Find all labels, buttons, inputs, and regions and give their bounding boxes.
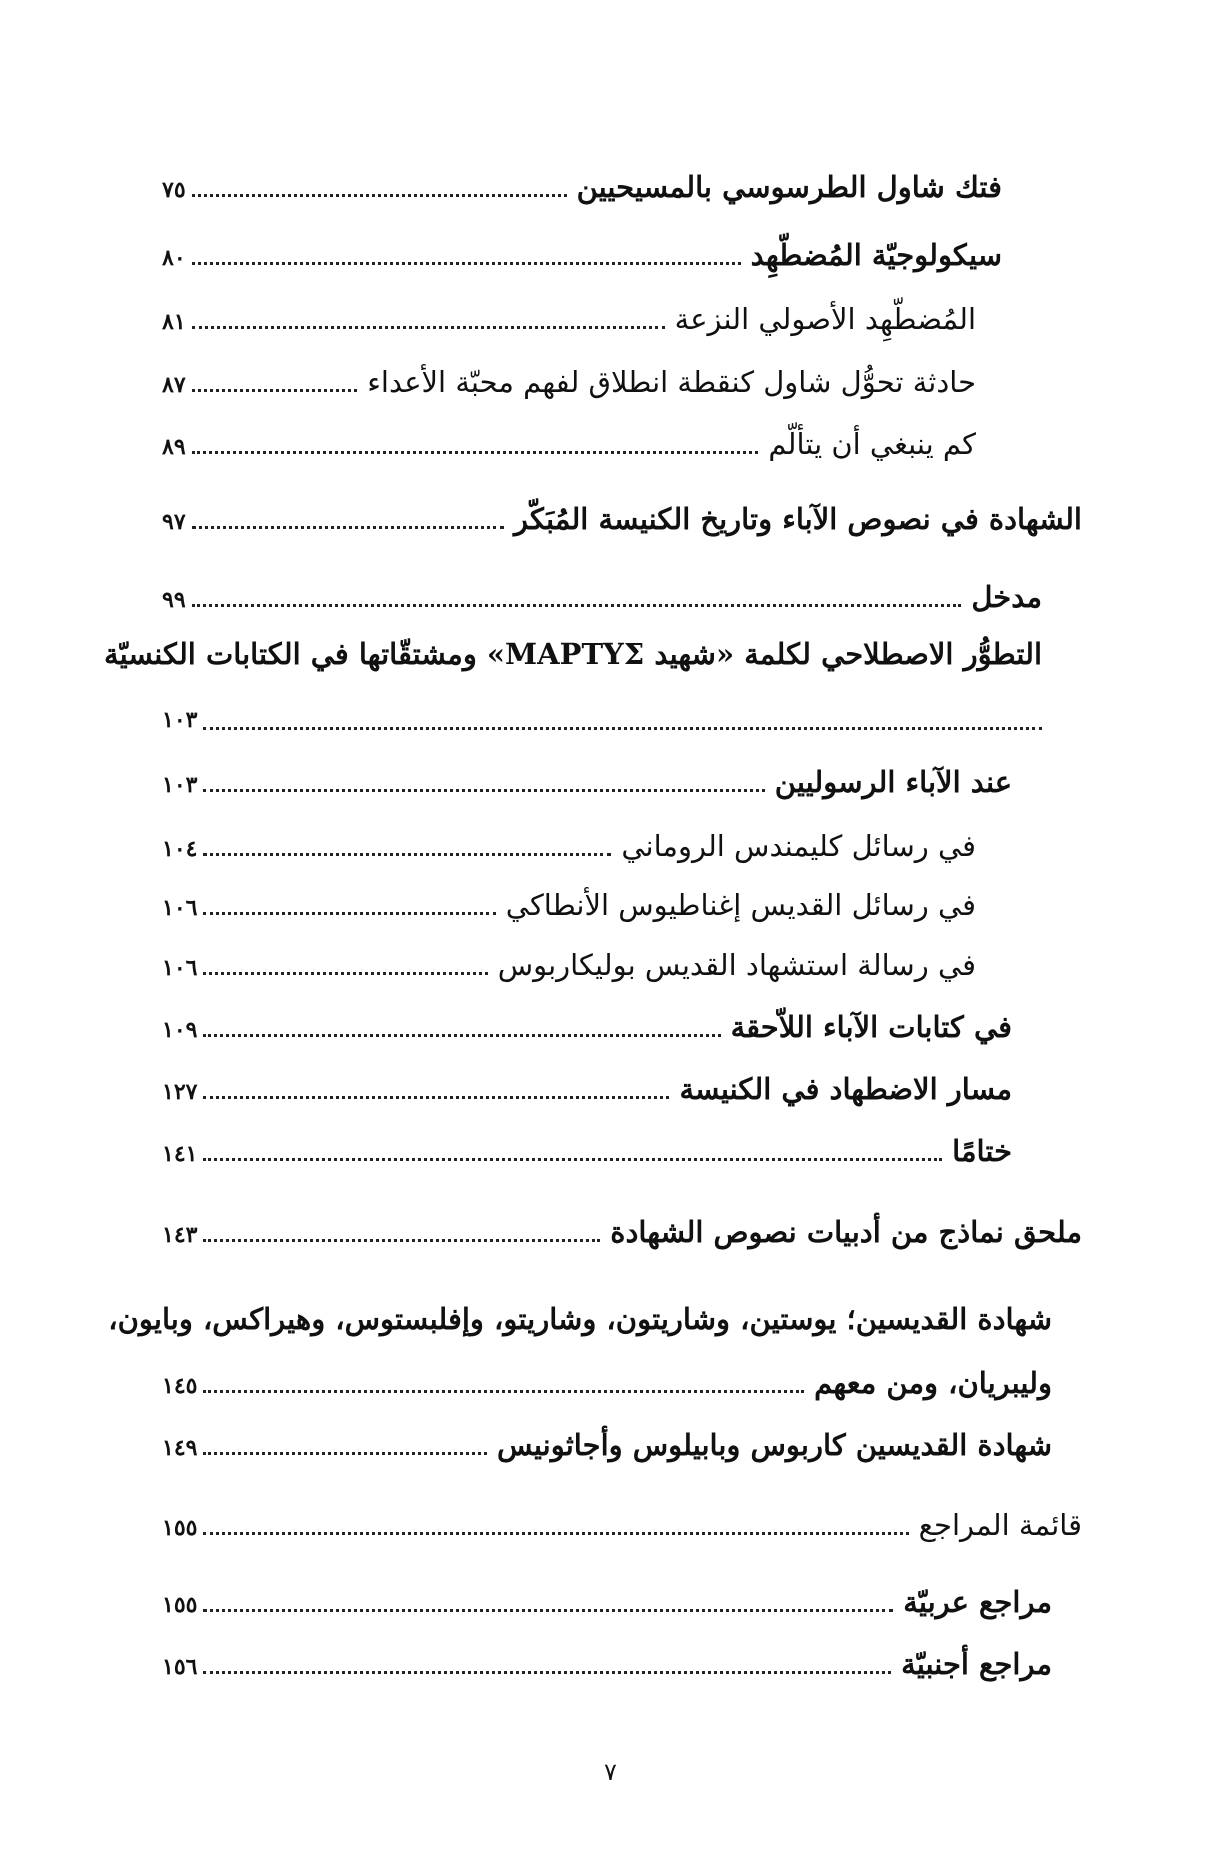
toc-entry-title: ختامًا xyxy=(952,1134,1012,1168)
toc-entry-page: ١٥٥ xyxy=(162,1592,198,1618)
toc-entry xyxy=(162,231,1002,279)
toc-entry-title: فتك شاول الطرسوسي بالمسيحيين xyxy=(576,170,1002,204)
toc-entry-page: ١٤٩ xyxy=(162,1435,198,1461)
toc-entry xyxy=(162,1065,1012,1113)
toc-entry xyxy=(162,1421,1052,1469)
page-number: ٧ xyxy=(604,1758,617,1786)
toc-entry xyxy=(162,295,976,343)
toc-entry-title: شهادة القديسين كاربوس وبابيلوس وأجاثونيس xyxy=(496,1428,1052,1462)
dot-leader xyxy=(203,1158,942,1161)
toc-entry-page: ٩٧ xyxy=(162,509,186,535)
dot-leader xyxy=(192,194,567,197)
toc-entry-title: قائمة المراجع xyxy=(918,1508,1082,1542)
toc-entry xyxy=(162,1359,1052,1407)
dot-leader xyxy=(192,326,665,329)
toc-entry xyxy=(162,495,1082,543)
toc-entry xyxy=(162,420,976,468)
toc-entry-page: ١٠٣ xyxy=(162,707,198,733)
toc-entry-title: مدخل xyxy=(971,580,1042,614)
toc-entry-page: ١٠٩ xyxy=(162,1017,198,1043)
dot-leader xyxy=(203,853,611,856)
toc-entry-title: التطوُّر الاصطلاحي لكلمة «شهيد MAPTYΣ» ومشتقّاتها في الكتابات الكنسيّة xyxy=(104,637,1042,671)
toc-entry xyxy=(162,822,976,870)
toc-entry-page: ١٠٦ xyxy=(162,955,198,981)
dot-leader xyxy=(203,727,1042,730)
toc-entry-page: ٩٩ xyxy=(162,587,186,613)
toc-entry-page: ١٥٦ xyxy=(162,1654,198,1680)
dot-leader xyxy=(203,972,487,975)
toc-entry-title: مسار الاضطهاد في الكنيسة xyxy=(679,1072,1012,1106)
toc-entry-title: الشهادة في نصوص الآباء وتاريخ الكنيسة المُبَكّر xyxy=(513,502,1082,536)
toc-entry-title: في كتابات الآباء اللاّحقة xyxy=(730,1010,1012,1044)
dot-leader xyxy=(203,1096,669,1099)
dot-leader xyxy=(203,789,764,792)
toc-entry-title: المُضطّهِد الأصولي النزعة xyxy=(674,302,976,336)
toc-entry-title: في رسائل القديس إغناطيوس الأنطاكي xyxy=(505,888,976,922)
toc-entry-title: في رسالة استشهاد القديس بوليكاربوس xyxy=(497,948,976,982)
toc-entry-title: مراجع عربيّة xyxy=(903,1585,1052,1619)
toc-entry xyxy=(162,1578,1052,1626)
toc-entry-title: وليبريان، ومن معهم xyxy=(814,1366,1052,1400)
toc-entry-page: ٧٥ xyxy=(162,177,186,203)
toc-entry xyxy=(162,358,976,406)
dot-leader xyxy=(192,262,741,265)
toc-entry xyxy=(162,1003,1012,1051)
toc-entry-title: حادثة تحوُّل شاول كنقطة انطلاق لفهم محبّة الأعداء xyxy=(367,365,976,399)
toc-entry-title: شهادة القديسين؛ يوستين، وشاريتون، وشاريتو، وإفلبستوس، وهيراكس، وبايون، xyxy=(108,1302,1052,1336)
dot-leader xyxy=(203,1609,893,1612)
dot-leader xyxy=(192,451,759,454)
toc-entry-page: ١٠٤ xyxy=(162,836,198,862)
toc-entry xyxy=(162,1640,1052,1688)
toc-entry xyxy=(162,881,976,929)
toc-entry-page: ١٥٥ xyxy=(162,1515,198,1541)
toc-entry xyxy=(162,758,1012,806)
toc-entry-title: في رسائل كليمندس الروماني xyxy=(621,829,976,863)
toc-entry-page: ١٤١ xyxy=(162,1141,198,1167)
toc-entry xyxy=(162,696,1042,744)
toc-entry-page: ١٠٣ xyxy=(162,772,198,798)
toc-entry xyxy=(162,1501,1082,1549)
toc-entry-page: ١٤٥ xyxy=(162,1373,198,1399)
dot-leader xyxy=(192,526,504,529)
toc-entry xyxy=(162,163,1002,211)
toc-entry xyxy=(162,1127,1012,1175)
dot-leader xyxy=(203,1452,487,1455)
toc-entry-title: عند الآباء الرسوليين xyxy=(774,765,1012,799)
toc-entry xyxy=(162,941,976,989)
toc-entry-page: ٨١ xyxy=(162,309,186,335)
toc-entry-page: ٨٠ xyxy=(162,245,186,271)
toc-entry-title: مراجع أجنبيّة xyxy=(901,1647,1052,1681)
toc-entry-page: ١٢٧ xyxy=(162,1079,198,1105)
toc-entry-page: ١٠٦ xyxy=(162,895,198,921)
toc-entry xyxy=(162,573,1042,621)
dot-leader xyxy=(192,604,962,607)
dot-leader xyxy=(203,1239,600,1242)
dot-leader xyxy=(203,912,495,915)
toc-entry-page: ٨٩ xyxy=(162,434,186,460)
toc-entry-page: ٨٧ xyxy=(162,372,186,398)
toc-entry-title: سيكولوجيّة المُضطّهِد xyxy=(750,238,1002,272)
dot-leader xyxy=(203,1390,804,1393)
dot-leader xyxy=(203,1671,891,1674)
toc-entry-title: ملحق نماذج من أدبيات نصوص الشهادة xyxy=(610,1215,1082,1249)
dot-leader xyxy=(203,1034,720,1037)
toc-entry-page: ١٤٣ xyxy=(162,1222,198,1248)
toc-entry xyxy=(162,1208,1082,1256)
toc-entry-title: كم ينبغي أن يتألّم xyxy=(768,427,976,461)
dot-leader xyxy=(192,389,358,392)
dot-leader xyxy=(203,1532,908,1535)
